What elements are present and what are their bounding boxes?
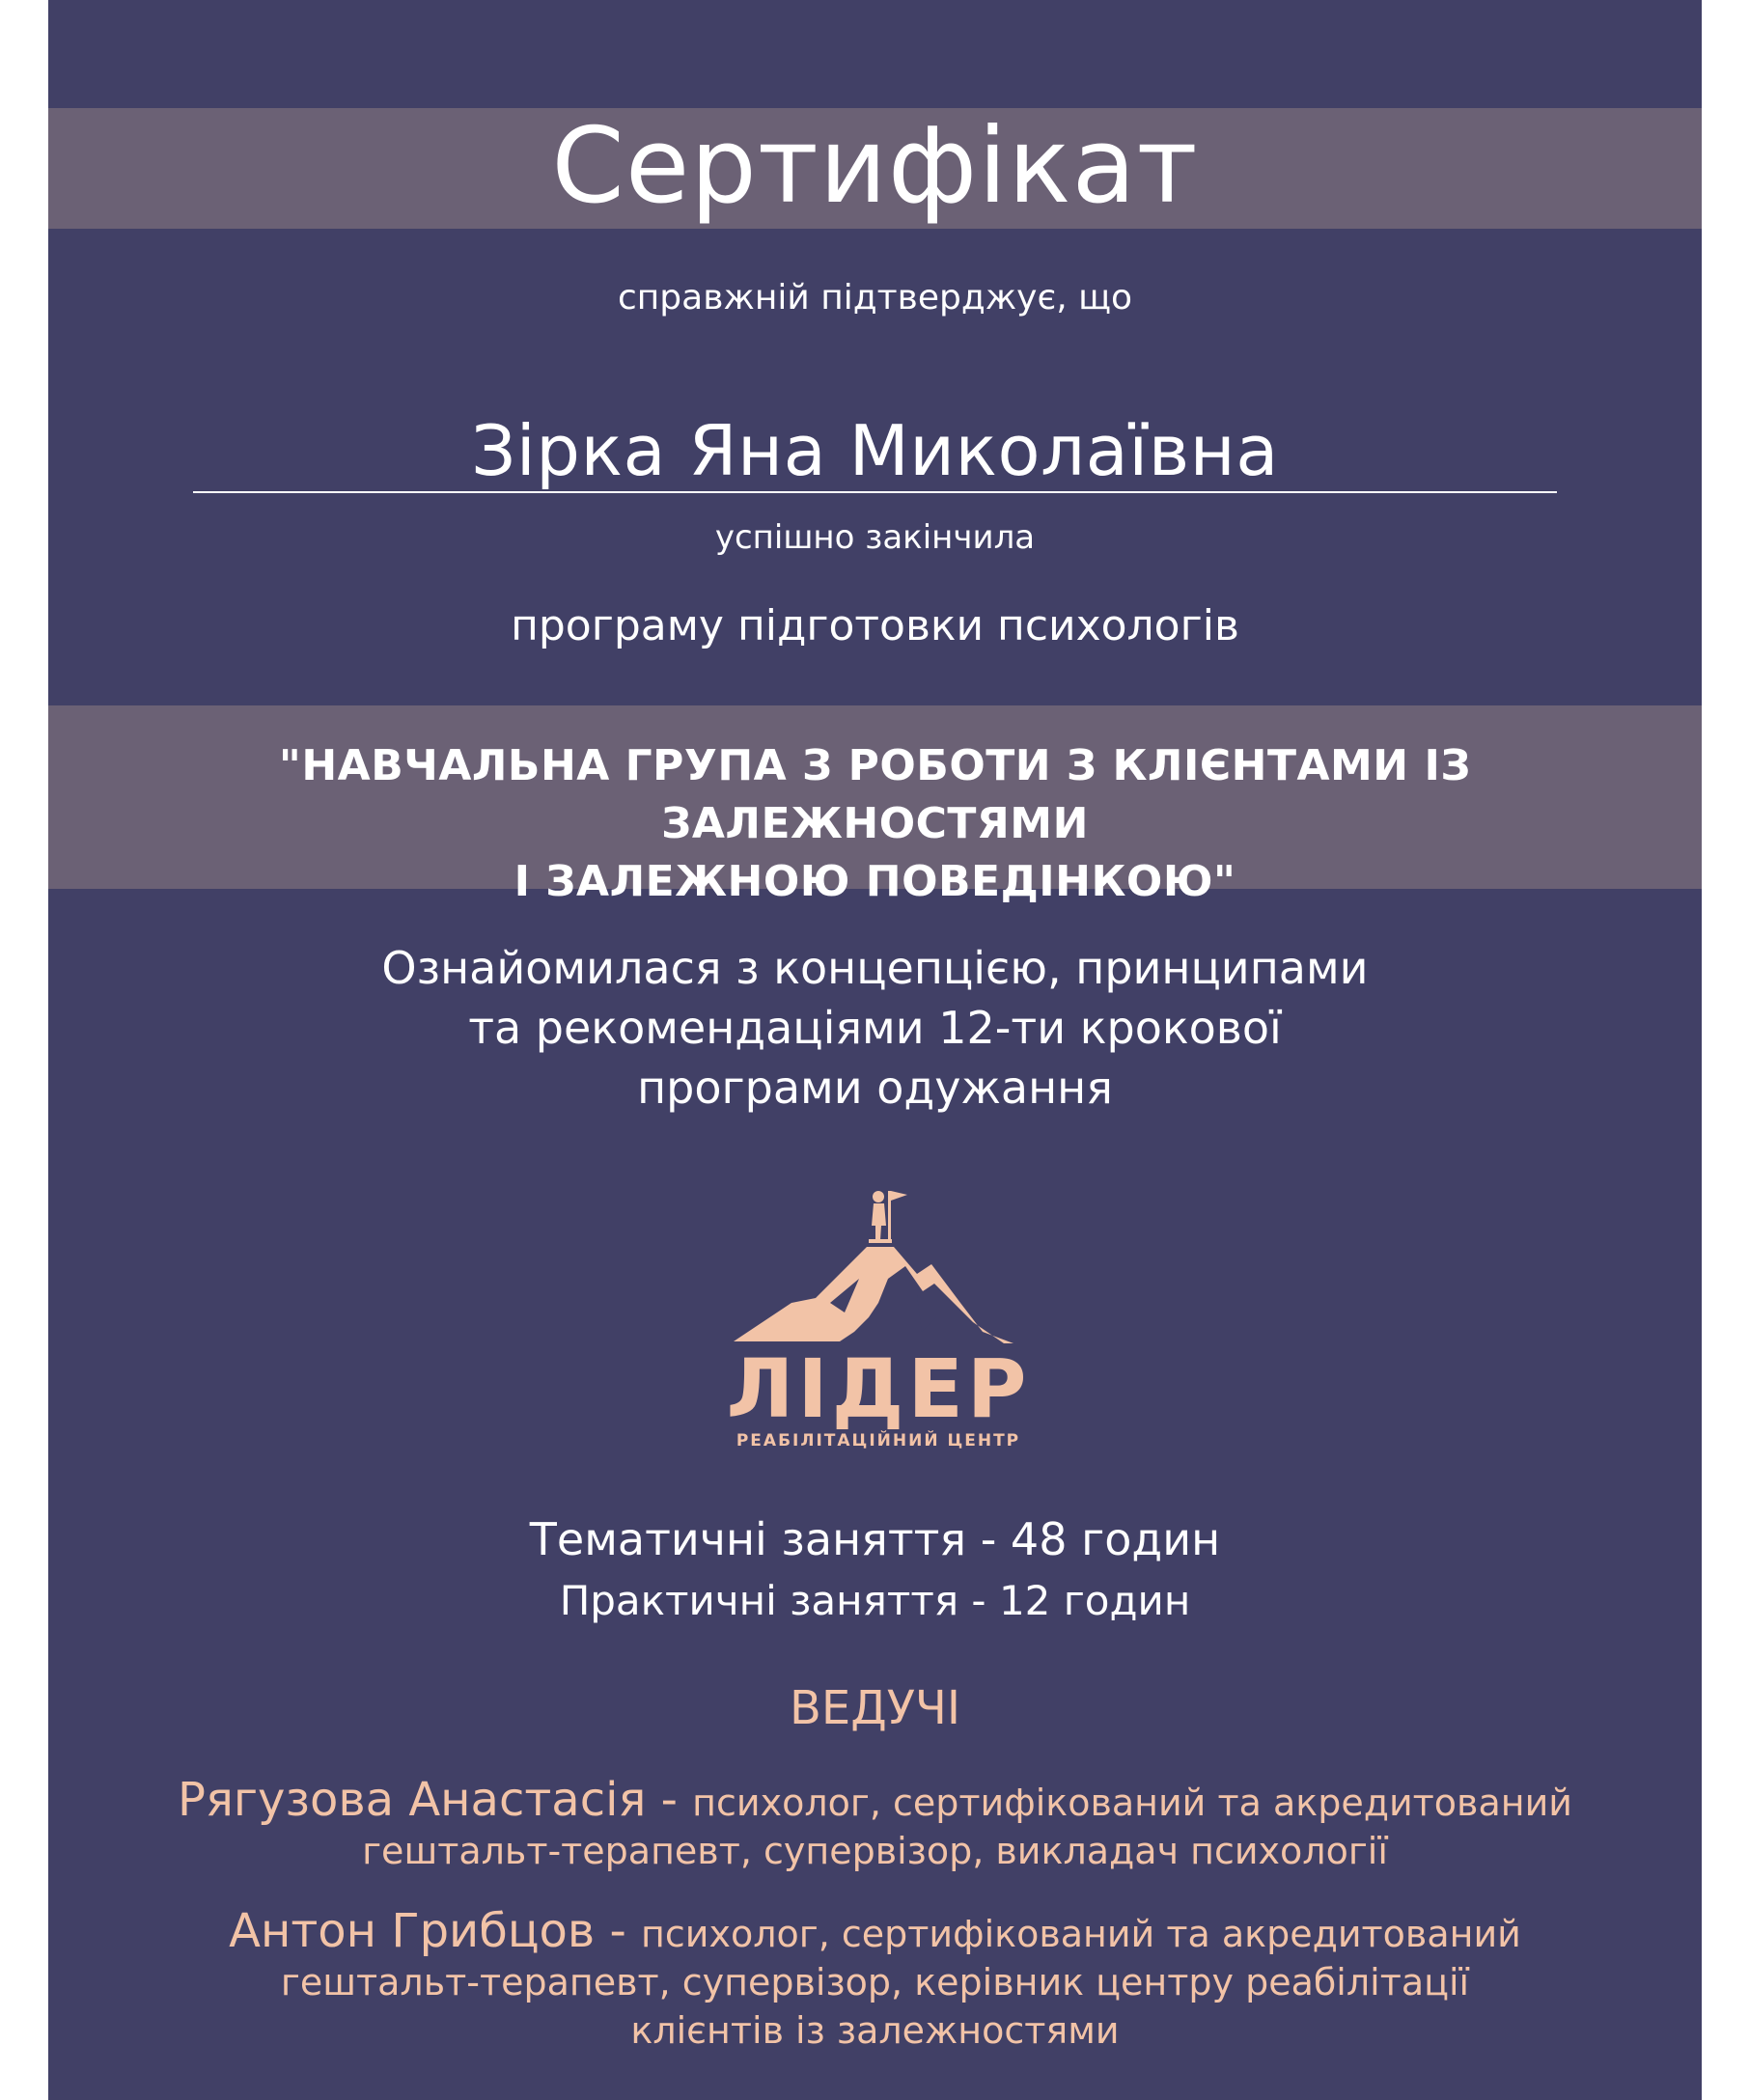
leader-name: Антон Грибцов	[229, 1904, 596, 1958]
familiar-line2: та рекомендаціями 12-ти крокової	[468, 1002, 1282, 1054]
leader-2	[48, 1904, 1702, 2055]
confirm-text: справжній підтверджує, що	[617, 278, 1133, 318]
leader-1	[48, 1773, 1702, 1875]
mountain-icon	[734, 1247, 1013, 1343]
familiar-line3: програми одужання	[637, 1062, 1113, 1114]
lider-logo	[724, 1187, 1033, 1457]
program-name	[48, 737, 1702, 911]
program-name-line2: І ЗАЛЕЖНОЮ ПОВЕДІНКОЮ"	[514, 857, 1236, 906]
program-name-line1: "НАВЧАЛЬНА ГРУПА З РОБОТИ З КЛІЄНТАМИ ІЗ ЗАЛЕЖНОСТЯМИ	[278, 741, 1472, 848]
familiar-line1: Ознайомилася з концепцією, принципами	[381, 942, 1369, 994]
completed-text: успішно закінчила	[714, 518, 1036, 557]
certificate-title: Сертифікат	[551, 106, 1199, 227]
program-type: програму підготовки психологів	[511, 601, 1239, 650]
leader-desc-line2: гештальт-терапевт, супервізор, керівник центру реабілітації	[280, 1961, 1470, 2003]
hours-practical: Практичні заняття - 12 годин	[559, 1577, 1191, 1624]
leader-desc-line2: гештальт-терапевт, супервізор, викладач психології	[362, 1830, 1388, 1872]
recipient-name: Зірка Яна Миколаївна	[471, 410, 1279, 491]
leader-name: Рягузова Анастасія	[178, 1773, 647, 1827]
leader-desc-line3: клієнтів із залежностями	[630, 2009, 1120, 2052]
familiar-text	[48, 938, 1702, 1118]
leader-desc-line1: психолог, сертифікований та акредитований	[641, 1913, 1521, 1955]
logo-subtitle: РЕАБІЛІТАЦІЙНИЙ ЦЕНТР	[736, 1431, 1021, 1451]
logo-name: ЛІДЕР	[726, 1341, 1031, 1436]
name-underline	[193, 491, 1557, 493]
leaders-heading: ВЕДУЧІ	[789, 1681, 961, 1735]
leader-separator: -	[595, 1904, 642, 1958]
certificate	[48, 0, 1702, 2100]
mountain-climber-icon	[869, 1191, 907, 1243]
leader-desc-line1: психолог, сертифікований та акредитований	[692, 1782, 1572, 1824]
leader-separator: -	[646, 1773, 693, 1827]
hours-thematic: Тематичні заняття - 48 годин	[529, 1513, 1221, 1565]
